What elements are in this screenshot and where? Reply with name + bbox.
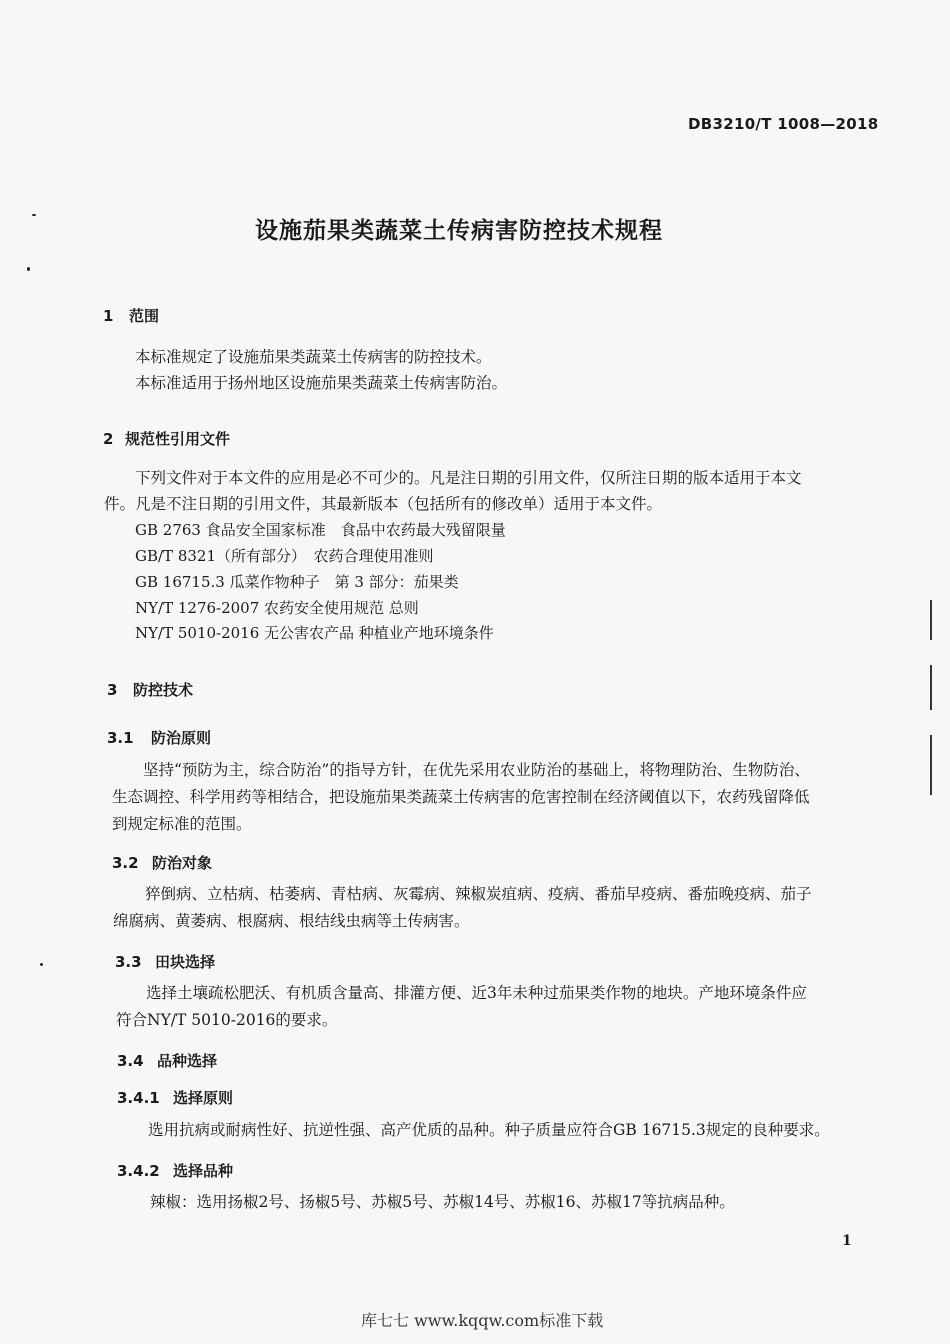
- section-number: 1: [103, 307, 114, 325]
- paragraph-line: 猝倒病、立枯病、枯萎病、青枯病、灰霉病、辣椒炭疽病、疫病、番茄早疫病、番茄晚疫病、茄子: [145, 885, 812, 903]
- paragraph-line: 下列文件对于本文件的应用是必不可少的。凡是注日期的引用文件，仅所注日期的版本适用于本文: [135, 469, 802, 487]
- paragraph-line: 到规定标准的范围。: [112, 815, 252, 833]
- scan-speck: [32, 214, 36, 216]
- paragraph-line: 绵腐病、黄萎病、根腐病、根结线虫病等土传病害。: [113, 912, 470, 930]
- section-3-4-heading: [117, 1050, 217, 1071]
- paragraph-line: 件。凡是不注日期的引用文件，其最新版本（包括所有的修改单）适用于本文件。: [104, 495, 663, 513]
- section-3-4-1-heading: [117, 1087, 233, 1108]
- paragraph-line: 坚持“预防为主，综合防治”的指导方针，在优先采用农业防治的基础上，将物理防治、生物防治、: [143, 761, 810, 779]
- section-title: 选择品种: [173, 1162, 234, 1180]
- doc-title: 设施茄果类蔬菜土传病害防控技术规程: [255, 218, 663, 244]
- reference-item: GB 2763 食品安全国家标准 食品中农药最大残留限量: [135, 521, 506, 539]
- section-number: 3.1: [107, 729, 134, 747]
- scan-edge-mark: [930, 600, 950, 640]
- section-title: 防治对象: [152, 854, 213, 872]
- reference-item: NY/T 1276-2007 农药安全使用规范 总则: [135, 599, 419, 617]
- section-number: 3.4.1: [117, 1089, 160, 1107]
- section-number: 3.3: [115, 953, 142, 971]
- section-number: 3.4.2: [117, 1162, 160, 1180]
- section-3-4-2-heading: [117, 1160, 233, 1181]
- paragraph-line: 符合NY/T 5010-2016的要求。: [116, 1011, 338, 1029]
- reference-item: GB/T 8321（所有部分） 农药合理使用准则: [135, 547, 434, 565]
- section-3-3-heading: [115, 951, 215, 972]
- reference-item: NY/T 5010-2016 无公害农产品 种植业产地环境条件: [135, 624, 494, 642]
- section-3-2-heading: [112, 852, 212, 873]
- doc-number: DB3210/T 1008—2018: [688, 115, 879, 133]
- section-number: 3.2: [112, 854, 139, 872]
- paragraph-line: 选择土壤疏松肥沃、有机质含量高、排灌方便、近3年未种过茄果类作物的地块。产地环境条件应: [146, 984, 807, 1002]
- section-title: 范围: [129, 307, 160, 325]
- section-number: 2: [103, 430, 114, 448]
- scan-edge-mark: [930, 665, 950, 710]
- section-title: 规范性引用文件: [125, 430, 231, 448]
- section-title: 品种选择: [157, 1052, 218, 1070]
- section-number: 3: [107, 681, 118, 699]
- paragraph-line: 本标准适用于扬州地区设施茄果类蔬菜土传病害防治。: [135, 374, 508, 392]
- section-title: 防治原则: [151, 729, 212, 747]
- scan-speck: [27, 267, 30, 271]
- paragraph-line: 生态调控、科学用药等相结合，把设施茄果类蔬菜土传病害的危害控制在经济阈值以下，农药残留降低: [112, 788, 810, 806]
- paragraph-line: 选用抗病或耐病性好、抗逆性强、高产优质的品种。种子质量应符合GB 16715.3规定的良种要求。: [148, 1121, 830, 1139]
- section-title: 选择原则: [173, 1089, 234, 1107]
- paragraph-line: 本标准规定了设施茄果类蔬菜土传病害的防控技术。: [135, 348, 492, 366]
- page-number: 1: [842, 1233, 852, 1249]
- section-3-heading: [107, 679, 193, 700]
- section-3-1-heading: [107, 727, 211, 748]
- reference-item: GB 16715.3 瓜菜作物种子 第 3 部分：茄果类: [135, 573, 459, 591]
- scan-speck: [40, 963, 43, 966]
- section-number: 3.4: [117, 1052, 144, 1070]
- scan-edge-mark: [930, 735, 950, 795]
- paragraph-line: 辣椒：选用扬椒2号、扬椒5号、苏椒5号、苏椒14号、苏椒16、苏椒17等抗病品种。: [150, 1193, 735, 1211]
- footer-watermark: 库七七 www.kqqw.com标准下载: [361, 1311, 604, 1330]
- section-title: 防控技术: [133, 681, 194, 699]
- section-1-heading: [103, 305, 159, 326]
- section-title: 田块选择: [155, 953, 216, 971]
- section-2-heading: [103, 428, 230, 449]
